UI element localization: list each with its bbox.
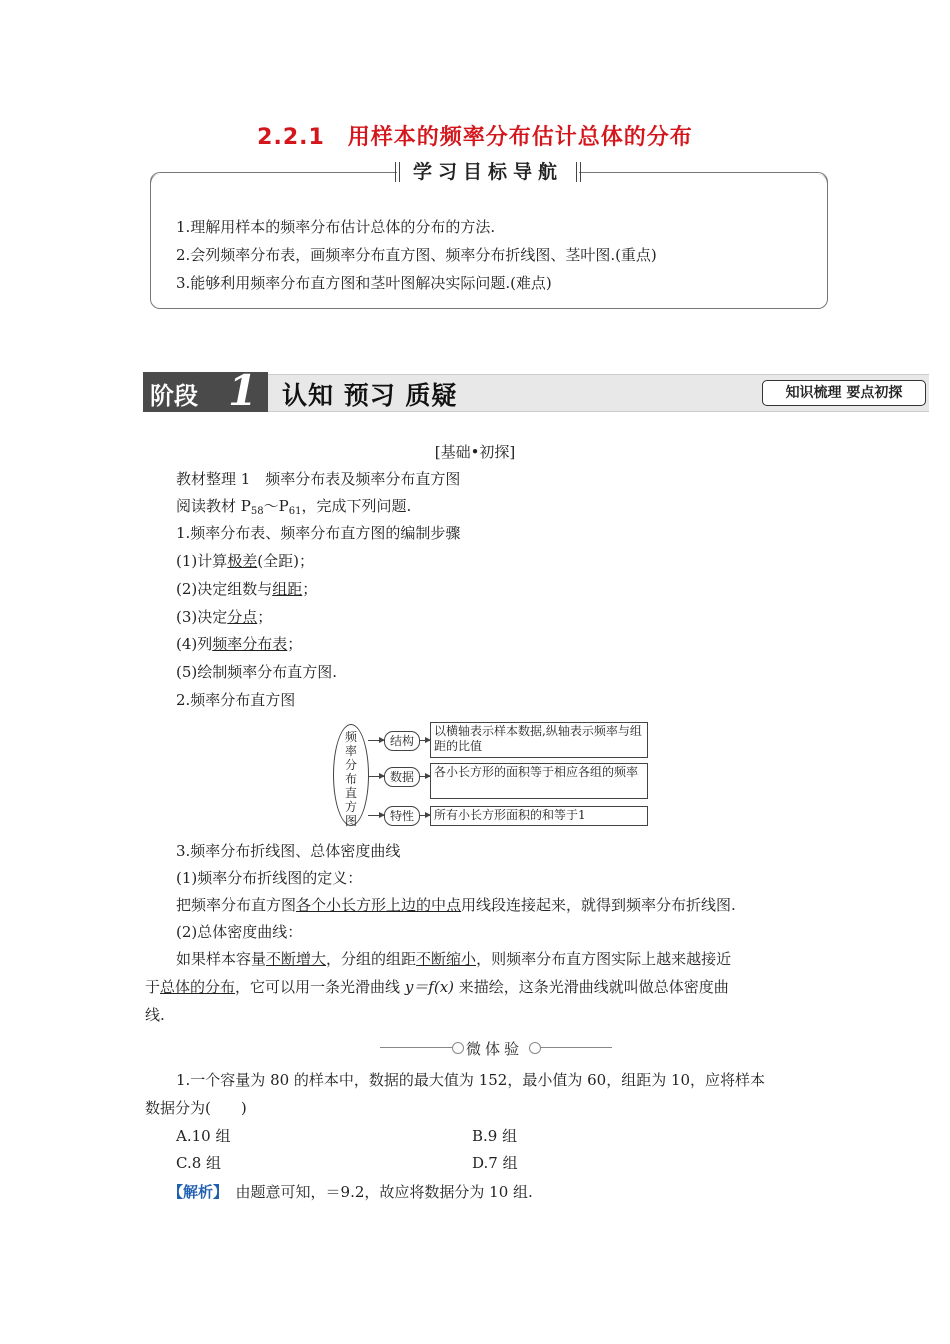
section-tag: [基础•初探] [434,443,516,461]
arrow-icon [420,815,430,816]
analysis: 【解析】 由题意可知，＝9.2，故应将数据分为 10 组. [168,1183,533,1201]
definition-text: 把频率分布直方图各个小长方形上边的中点用线段连接起来，就得到频率分布折线图. [176,896,736,914]
option-c: C.8 组 [176,1154,222,1172]
arrow-icon [368,740,384,741]
branch-label: 特性 [384,806,420,826]
question-text: 数据分为( ) [145,1099,247,1117]
objectives-header: 学习目标导航 [397,158,579,186]
circle-icon [452,1042,464,1054]
objective-item: 2.会列频率分布表，画频率分布直方图、频率分布折线图、茎叶图.(重点) [176,246,657,264]
stage-label: 阶段 [150,382,198,410]
step-item: (4)列频率分布表； [176,635,303,653]
option-d: D.7 组 [472,1154,518,1172]
polyline-heading: 3.频率分布折线图、总体密度曲线 [176,842,401,860]
branch-description: 各小长方形的面积等于相应各组的频率 [430,763,648,799]
branch-label: 数据 [384,767,420,787]
objective-item: 1.理解用样本的频率分布估计总体的分布的方法. [176,218,496,236]
branch-label: 结构 [384,731,420,751]
reading-instruction: 阅读教材 $P_{58}\sim P_{61}$，完成下列问题. [176,497,412,517]
material-title: 教材整理 1 频率分布表及频率分布直方图 [176,470,461,488]
curve-text-line: 于总体的分布，它可以用一条光滑曲线 y＝f(x) 来描绘，这条光滑曲线就叫做总体密度曲 [145,978,729,996]
question-text: 1.一个容量为 80 的样本中，数据的最大值为 152，最小值为 60，组距为 10，应将样本 [176,1071,766,1089]
branch-description: 以横轴表示样本数据,纵轴表示频率与组距的比值 [430,722,648,758]
branch-description: 所有小长方形面积的和等于1 [430,806,648,826]
stage-number: 1 [228,366,258,415]
curve-text-line: 线. [145,1006,165,1024]
divider-right [540,1047,612,1048]
definition-heading: (1)频率分布折线图的定义： [176,869,363,887]
step-item: (5)绘制频率分布直方图. [176,663,338,681]
objective-item: 3.能够利用频率分布直方图和茎叶图解决实际问题.(难点) [176,274,552,292]
arrow-icon [368,776,384,777]
option-a: A.10 组 [176,1127,231,1145]
arrow-icon [420,740,430,741]
arrow-icon [420,776,430,777]
histogram-heading: 2.频率分布直方图 [176,691,296,709]
curve-text-line: 如果样本容量不断增大，分组的组距不断缩小，则频率分布直方图实际上越来越接近 [176,950,732,968]
stage-title: 认知 预习 质疑 [282,381,458,410]
practice-title: 微体验 [466,1040,524,1058]
step-item: (3)决定分点； [176,608,273,626]
diagram-center-label: 频率分布直方图 [344,730,357,828]
stage-tag: 知识梳理 要点初探 [762,380,926,406]
step-item: (1)计算极差(全距)； [176,552,314,570]
arrow-icon [368,815,384,816]
page-title: 2.2.1 用样本的频率分布估计总体的分布 [257,125,693,150]
curve-heading: (2)总体密度曲线： [176,923,303,941]
steps-heading: 1.频率分布表、频率分布直方图的编制步骤 [176,524,461,542]
circle-icon [529,1042,541,1054]
option-b: B.9 组 [472,1127,518,1145]
analysis-label: 【解析】 [168,1183,221,1201]
divider-left [380,1047,452,1048]
step-item: (2)决定组数与组距； [176,580,318,598]
